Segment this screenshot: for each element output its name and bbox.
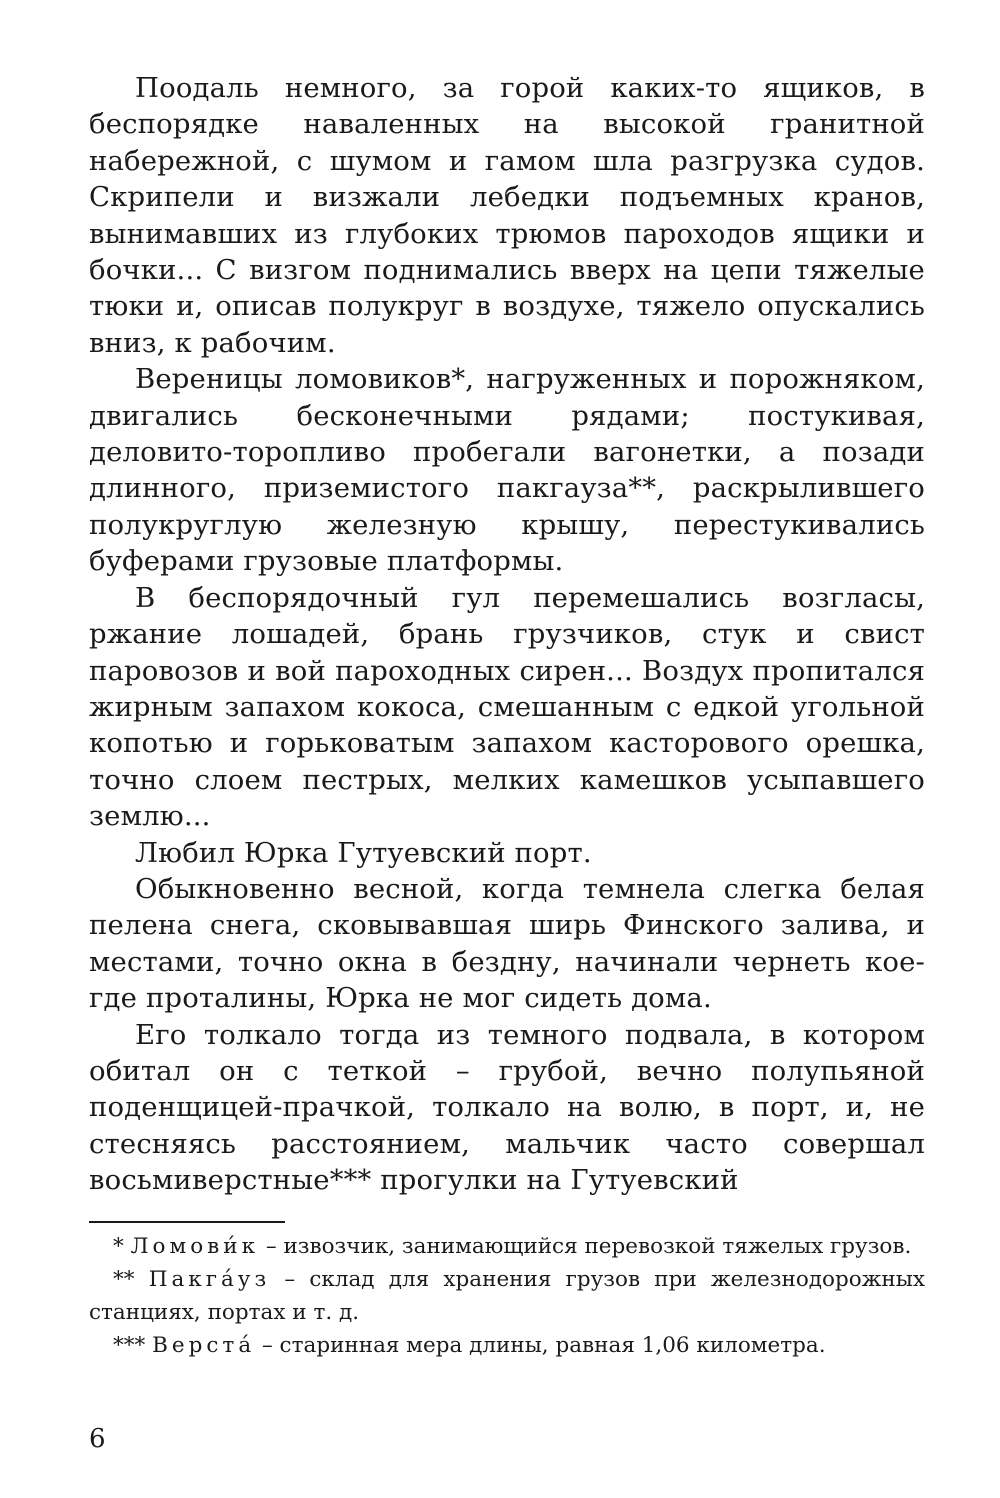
footnote-term: Ломови́к <box>130 1234 260 1259</box>
footnote-text: – извозчик, занимающийся перевозкой тяжелых грузов. <box>259 1234 912 1259</box>
footnote-lomovik <box>89 1230 925 1263</box>
paragraph: Обыкновенно весной, когда темнела слегка белая пелена снега, сковывавшая ширь Финского залива, и местами, точно окна в бездну, начинали чернеть кое-где проталины, Юрка не мог сидеть дома. <box>89 872 925 1015</box>
paragraph: В беспорядочный гул перемешались возгласы, ржание лошадей, брань грузчиков, стук и свист паровозов и вой пароходных сирен... Воздух пропитался жирным запахом кокоса, смешанным с едкой угольной копотью и горьковатым запахом касторового орешка, точно слоем пестрых, мелких камешков усыпавшего землю... <box>89 581 925 833</box>
paragraph: Любил Юрка Гутуевский порт. <box>135 836 592 869</box>
footnote-versta <box>89 1329 925 1362</box>
footnote-text: – старинная мера длины, равная 1,06 километра. <box>255 1333 826 1358</box>
footnote-mark: *** <box>113 1333 153 1358</box>
footnote-pakgauz <box>89 1263 925 1329</box>
paragraph: Вереницы ломовиков*, нагруженных и порожняком, двигались бесконечными рядами; постукивая, деловито-торопливо пробегали вагонетки, а позади длинного, приземистого пакгауза**, раскрылившего полукруглую железную крышу, перестукивались буферами грузовые платформы. <box>89 363 925 578</box>
footnote-mark: ** <box>113 1267 149 1292</box>
page-body <box>89 70 925 1199</box>
footnote-term: Пакга́уз <box>148 1267 271 1292</box>
footnote-text: – склад для хранения грузов при железнодорожных станциях, портах и т. д. <box>89 1267 926 1325</box>
main-text <box>89 70 925 1199</box>
footnote-mark: * <box>113 1234 131 1259</box>
paragraph: Поодаль немного, за горой каких-то ящиков, в беспорядке наваленных на высокой гранитной набережной, с шумом и гамом шла разгрузка судов. Скрипели и визжали лебедки подъемных кранов, вынимавших из глубоких трюмов пароходов ящики и бочки... С визгом поднимались вверх на цепи тяжелые тюки и, описав полукруг в воздухе, тяжело опускались вниз, к рабочим. <box>89 72 925 359</box>
page-number: 6 <box>89 1424 106 1454</box>
footnote-divider <box>89 1221 285 1223</box>
footnotes <box>89 1230 925 1362</box>
paragraph: Его толкало тогда из темного подвала, в котором обитал он с теткой – грубой, вечно полупьяной поденщицей-прачкой, толкало на волю, в порт, и, не стесняясь расстоянием, мальчик часто совершал восьмиверстные*** прогулки на Гутуевский <box>89 1018 925 1197</box>
footnote-term: Верста́ <box>152 1333 256 1358</box>
